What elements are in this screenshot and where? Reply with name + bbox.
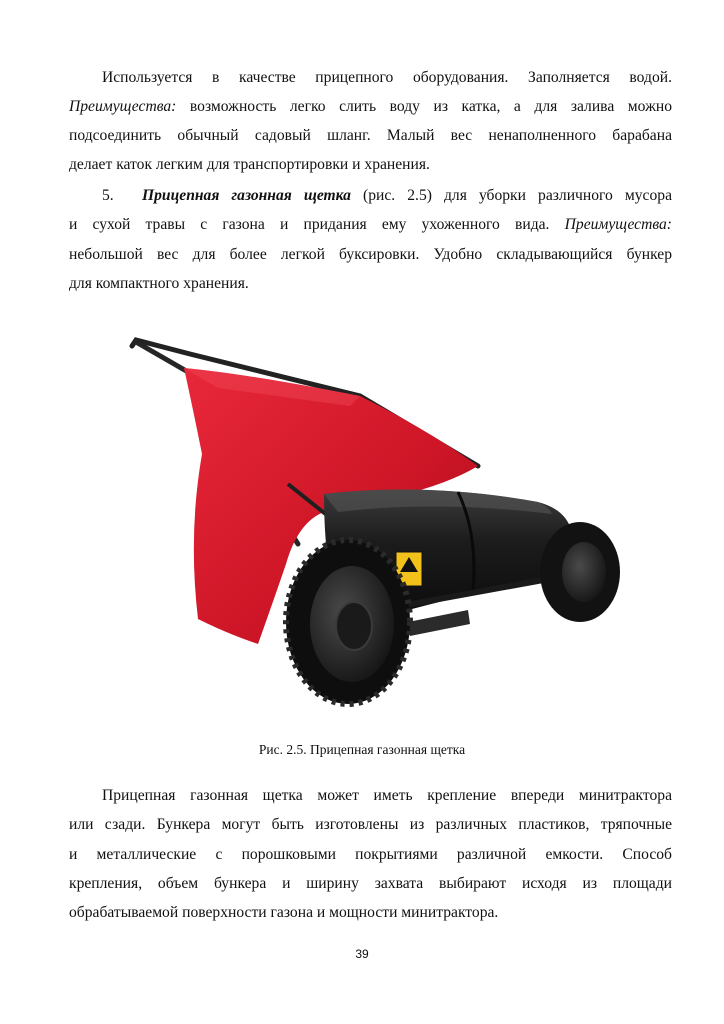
paragraph-1-line-2 (69, 97, 672, 117)
paragraph-1-line-4: делает каток легким для транспортировки и хранения. (69, 156, 430, 173)
paragraph-1-line-1: Используется в качестве прицепного оборудования. Заполняется водой. (102, 69, 672, 86)
paragraph-2-line-2 (69, 215, 672, 235)
list-number: 5. (102, 187, 114, 204)
paragraph-3-line-3: и металлические с порошковыми покрытиями различной емкости. Способ (69, 846, 672, 863)
paragraph-2-line-1 (102, 186, 672, 206)
advantages-label: Преимущества: (69, 98, 177, 115)
term-title: Прицепная газонная щетка (142, 187, 351, 204)
figure-caption: Рис. 2.5. Прицепная газонная щетка (258, 742, 466, 757)
lawn-sweeper-image (128, 334, 624, 730)
paragraph-1-line-2-text: возможность легко слить воду из катка, а для залива можно (176, 98, 672, 115)
paragraph-3-line-4: крепления, объем бункера и ширину захвата выбирают исходя из площади (69, 875, 672, 892)
paragraph-2-line-4: для компактного хранения. (69, 275, 249, 292)
paragraph-3-line-2: или сзади. Бункера могут быть изготовлены из различных пластиков, тряпочные (69, 816, 672, 833)
paragraph-3-line-1: Прицепная газонная щетка может иметь крепление впереди минитрактора (102, 787, 672, 804)
page-number: 39 (355, 947, 369, 961)
paragraph-2-line-1-text: (рис. 2.5) для уборки различного мусора (350, 187, 672, 204)
paragraph-2-line-3: небольшой вес для более легкой буксировки. Удобно складывающийся бункер (69, 246, 672, 263)
advantages-label: Преимущества: (564, 216, 672, 233)
paragraph-1-line-3: подсоединить обычный садовый шланг. Малый вес ненаполненного барабана (69, 127, 672, 144)
paragraph-2-line-2-text: и сухой травы с газона и придания ему ухоженного вида. (69, 216, 565, 233)
paragraph-3-line-5: обрабатываемой поверхности газона и мощности минитрактора. (69, 904, 499, 921)
